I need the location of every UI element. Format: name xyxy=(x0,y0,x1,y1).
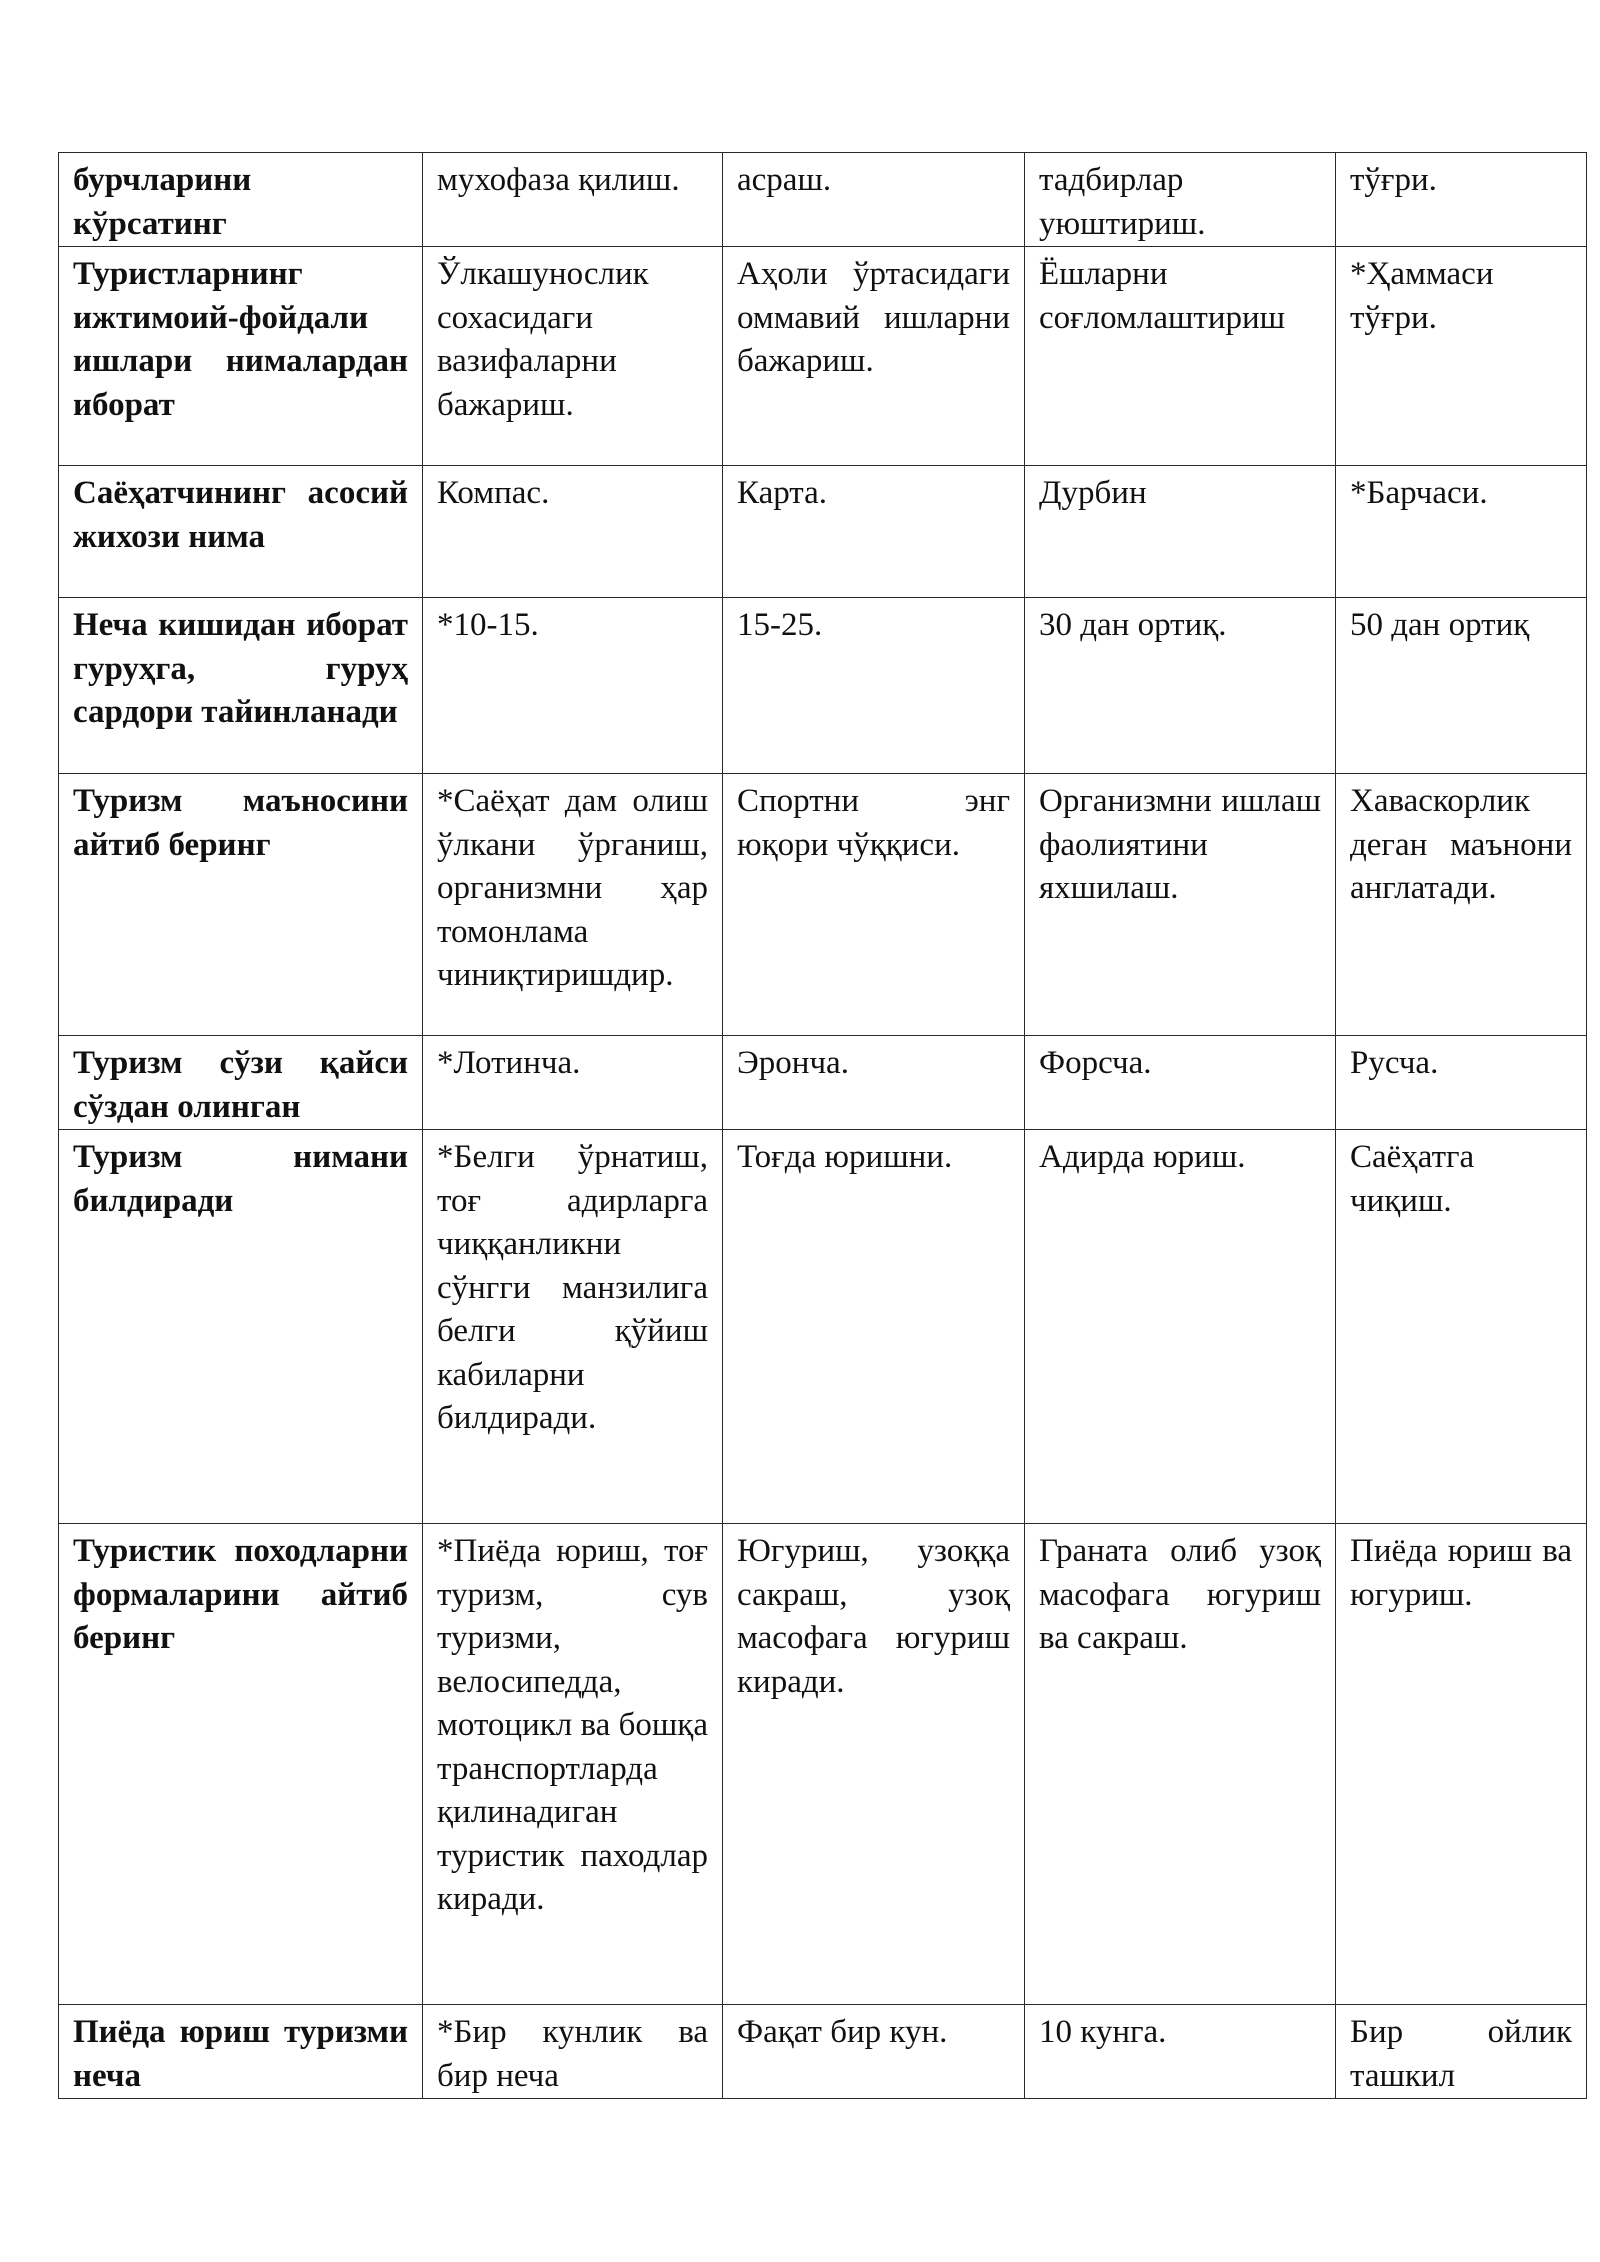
option-a-cell: *Белги ўрнатиш, тоғ адирларга чиққанликни сўнгги манзилига белги қўйиш кабиларни билдиради. xyxy=(423,1130,723,1524)
option-a-cell: Компас. xyxy=(423,466,723,598)
table-row xyxy=(59,247,1587,466)
option-b-cell: 15-25. xyxy=(723,598,1025,774)
option-c-cell: 10 кунга. xyxy=(1025,2005,1336,2099)
option-b-cell: Тоғда юришни. xyxy=(723,1130,1025,1524)
option-c-cell: Дурбин xyxy=(1025,466,1336,598)
question-cell: бурчларини кўрсатинг xyxy=(59,153,423,247)
question-cell: Туристларнинг ижтимоий-фойдали ишлари нималардан иборат xyxy=(59,247,423,466)
question-cell: Туристик походларни формаларини айтиб беринг xyxy=(59,1524,423,2005)
table-row xyxy=(59,1036,1587,1130)
option-a-cell: Ўлкашунослик сохасидаги вазифаларни бажариш. xyxy=(423,247,723,466)
option-a-cell: *10-15. xyxy=(423,598,723,774)
option-c-cell: Организмни ишлаш фаолиятини яхшилаш. xyxy=(1025,774,1336,1036)
option-c-cell: Форсча. xyxy=(1025,1036,1336,1130)
option-b-cell: Карта. xyxy=(723,466,1025,598)
question-cell: Пиёда юриш туризми неча xyxy=(59,2005,423,2099)
option-a-cell: *Саёҳат дам олиш ўлкани ўрганиш, организмни ҳар томонлама чиниқтиришдир. xyxy=(423,774,723,1036)
table-row xyxy=(59,774,1587,1036)
option-a-cell: мухофаза қилиш. xyxy=(423,153,723,247)
question-cell: Туризм нимани билдиради xyxy=(59,1130,423,1524)
option-c-cell: Ёшларни соғломлаштириш xyxy=(1025,247,1336,466)
option-b-cell: Фақат бир кун. xyxy=(723,2005,1025,2099)
option-d-cell: Саёҳатга чиқиш. xyxy=(1336,1130,1587,1524)
option-d-cell: *Ҳаммаси тўғри. xyxy=(1336,247,1587,466)
option-d-cell: тўғри. xyxy=(1336,153,1587,247)
option-a-cell: *Бир кунлик ва бир неча xyxy=(423,2005,723,2099)
option-c-cell: тадбирлар уюштириш. xyxy=(1025,153,1336,247)
question-cell: Саёҳатчининг асосий жихози нима xyxy=(59,466,423,598)
table-row xyxy=(59,598,1587,774)
question-cell: Туризм сўзи қайси сўздан олинган xyxy=(59,1036,423,1130)
option-b-cell: Спортни энг юқори чўққиси. xyxy=(723,774,1025,1036)
option-c-cell: 30 дан ортиқ. xyxy=(1025,598,1336,774)
option-d-cell: Пиёда юриш ва югуриш. xyxy=(1336,1524,1587,2005)
table-row xyxy=(59,466,1587,598)
option-c-cell: Адирда юриш. xyxy=(1025,1130,1336,1524)
option-a-cell: *Пиёда юриш, тоғ туризм, сув туризми, велосипедда, мотоцикл ва бошқа транспортларда қилинадиган туристик паходлар киради. xyxy=(423,1524,723,2005)
table-row xyxy=(59,153,1587,247)
option-a-cell: *Лотинча. xyxy=(423,1036,723,1130)
table-row xyxy=(59,1130,1587,1524)
option-b-cell: Эронча. xyxy=(723,1036,1025,1130)
question-cell: Неча кишидан иборат гуруҳга, гуруҳ сардори тайинланади xyxy=(59,598,423,774)
table-row xyxy=(59,2005,1587,2099)
quiz-table xyxy=(58,152,1587,2099)
option-c-cell: Граната олиб узоқ масофага югуриш ва сакраш. xyxy=(1025,1524,1336,2005)
option-b-cell: Аҳоли ўртасидаги оммавий ишларни бажариш. xyxy=(723,247,1025,466)
option-d-cell: Бир ойлик ташкил xyxy=(1336,2005,1587,2099)
table-row xyxy=(59,1524,1587,2005)
option-d-cell: *Барчаси. xyxy=(1336,466,1587,598)
option-b-cell: Югуриш, узоққа сакраш, узоқ масофага югуриш киради. xyxy=(723,1524,1025,2005)
option-d-cell: Хаваскорлик деган маънони англатади. xyxy=(1336,774,1587,1036)
option-d-cell: Русча. xyxy=(1336,1036,1587,1130)
question-cell: Туризм маъносини айтиб беринг xyxy=(59,774,423,1036)
option-d-cell: 50 дан ортиқ xyxy=(1336,598,1587,774)
option-b-cell: асраш. xyxy=(723,153,1025,247)
